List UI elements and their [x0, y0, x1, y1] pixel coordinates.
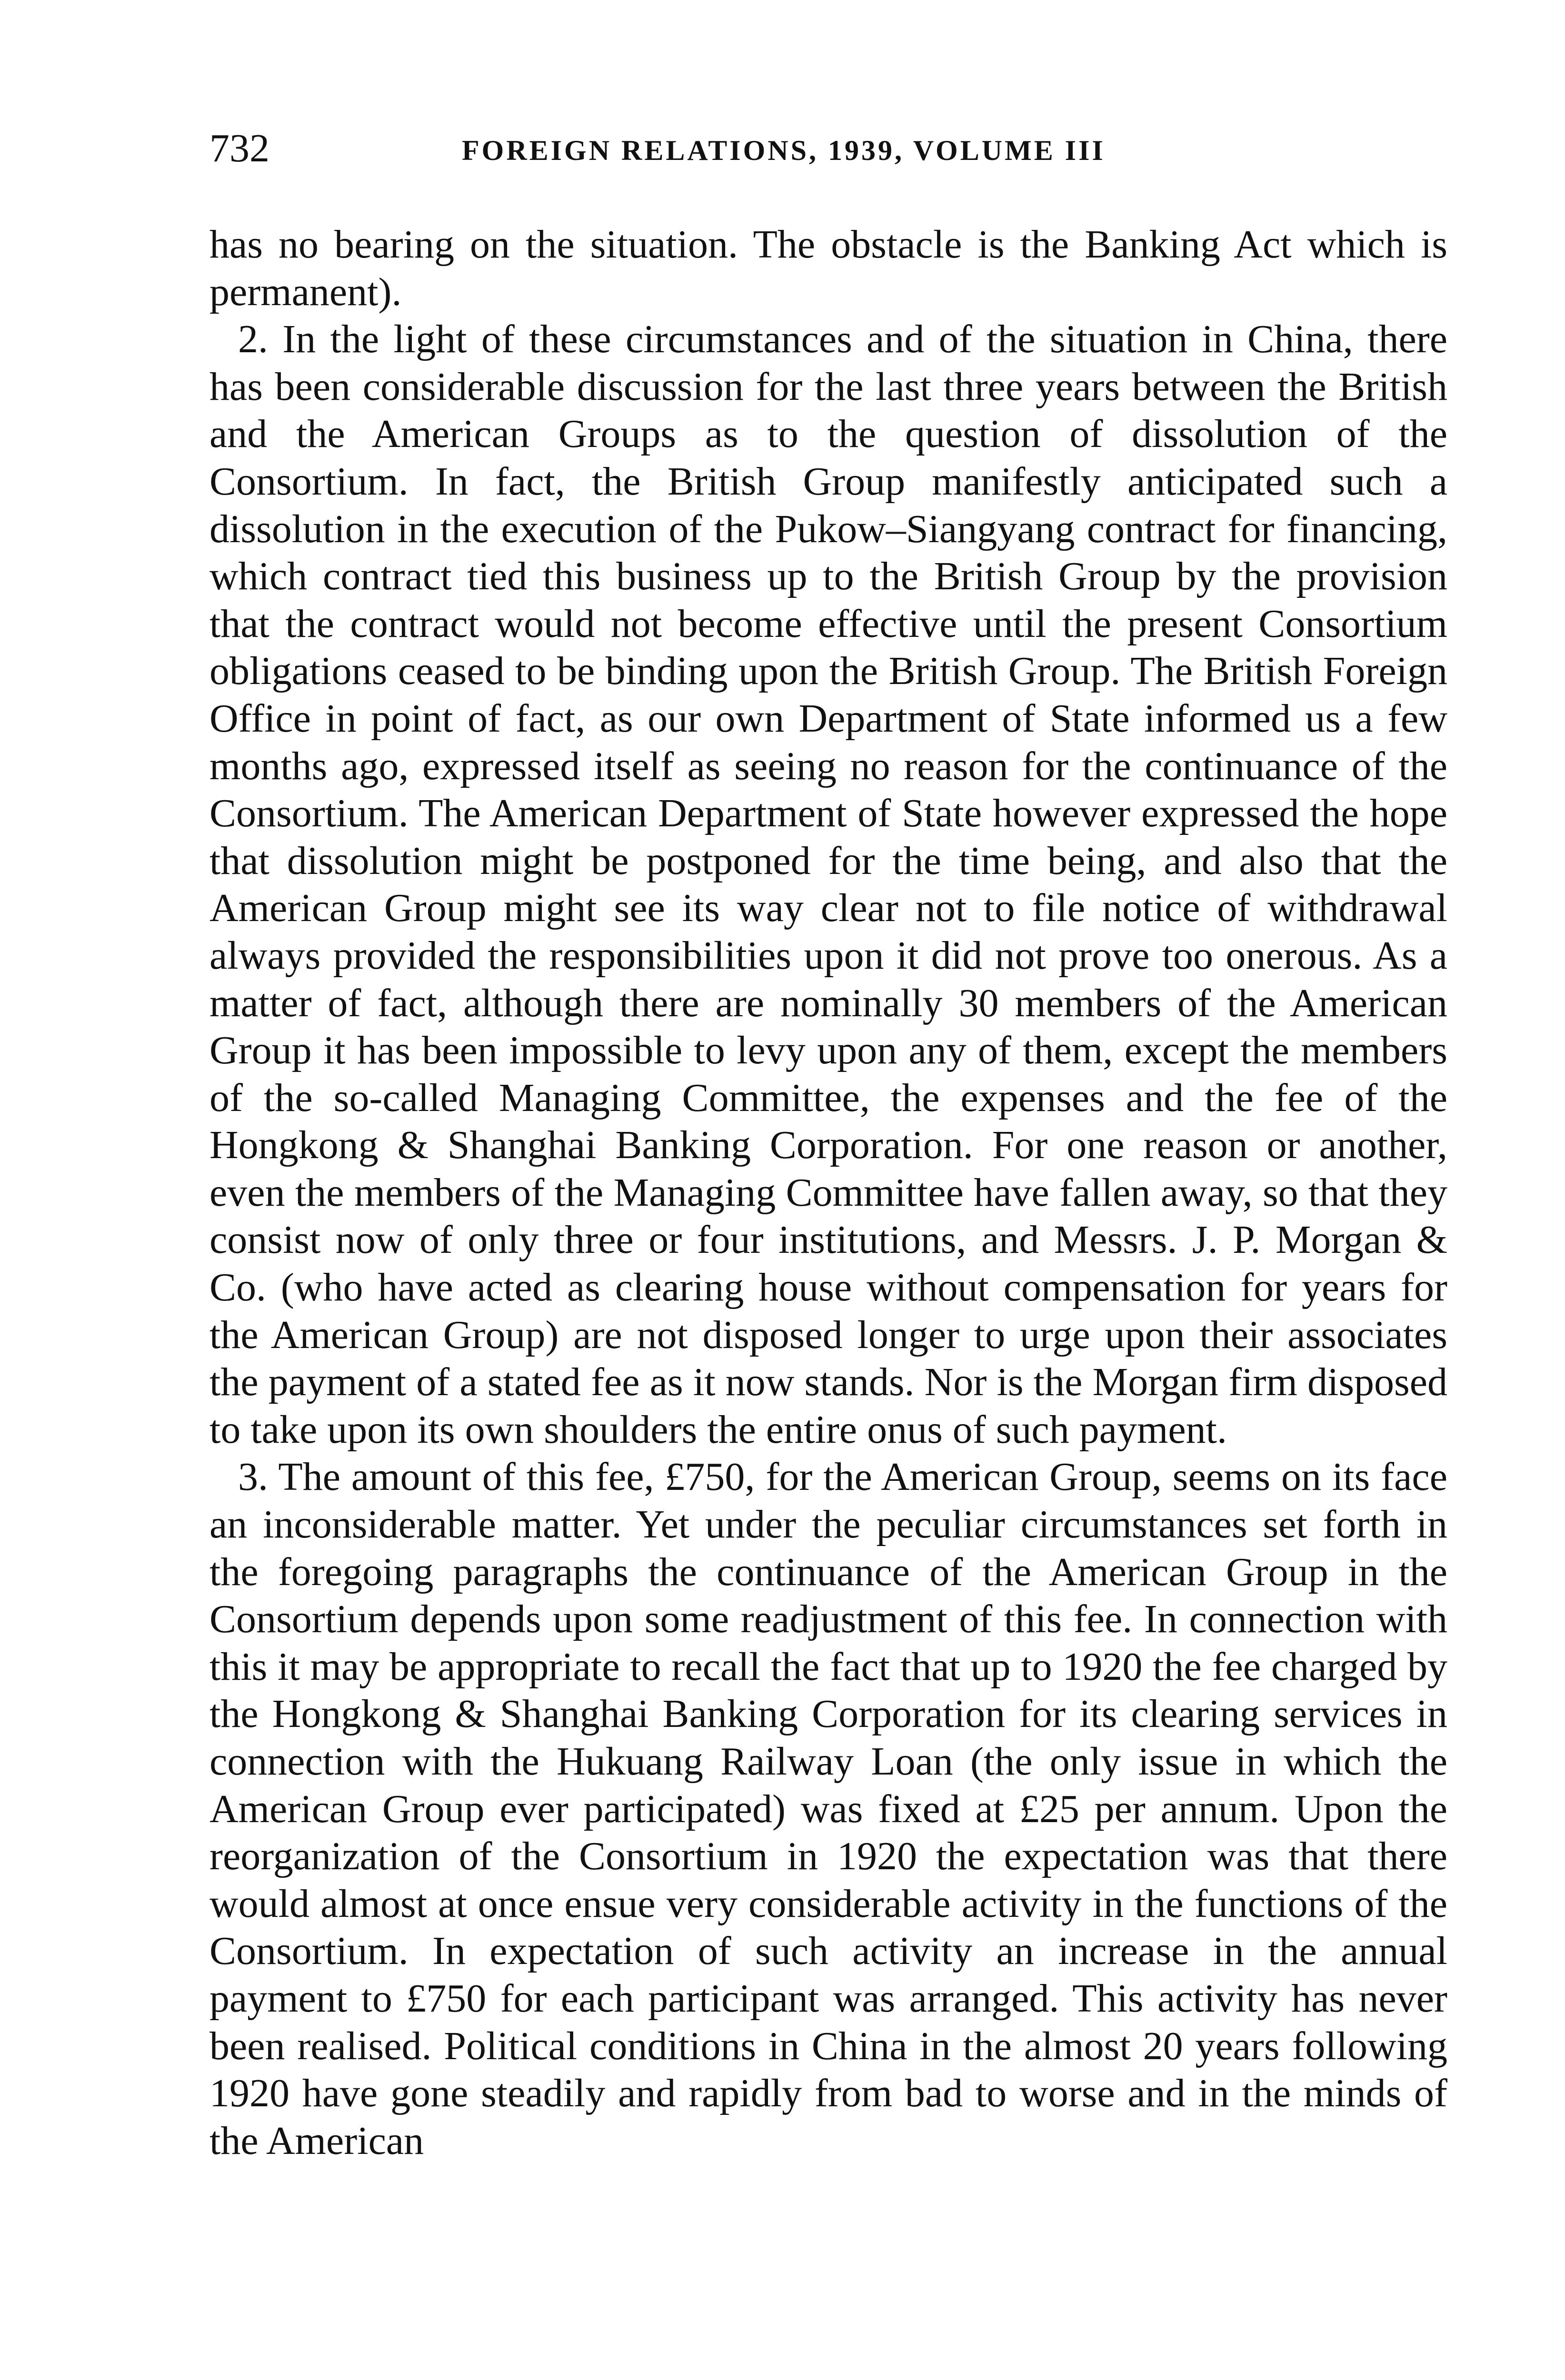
- paragraph-continuation: has no bearing on the situation. The obstacle is the Banking Act which is permanent).: [209, 222, 1447, 314]
- paragraph-3: 3. The amount of this fee, £750, for the American Group, seems on its face an inconsiderable matter. Yet under the peculiar circumstances set forth in the foregoing paragraphs the continuance of the American Group in the Consortium depends upon some readjustment of this fee. In connection with this it may be appropriate to recall the fact that up to 1920 the fee charged by the Hongkong & Shanghai Banking Corporation for its clearing services in connection with the Hukuang Railway Loan (the only issue in which the American Group ever participated) was fixed at £25 per annum. Upon the reorganization of the Consortium in 1920 the expectation was that there would almost at once ensue very considerable activity in the functions of the Consortium. In expectation of such activity an increase in the annual payment to £750 for each participant was arranged. This activity has never been realised. Political conditions in China in the almost 20 years following 1920 have gone steadily and rapidly from bad to worse and in the minds of the American: [209, 1455, 1447, 2163]
- body-text: [209, 221, 1447, 2164]
- running-head: FOREIGN RELATIONS, 1939, VOLUME III: [462, 135, 1106, 166]
- document-page: [209, 125, 1447, 2164]
- paragraph-2: 2. In the light of these circumstances and of the situation in China, there has been considerable discussion for the last three years between the British and the American Groups as to the question of dissolution of the Consortium. In fact, the British Group manifestly anticipated such a dissolution in the execution of the Pukow–Siangyang contract for financing, which contract tied this business up to the British Group by the provision that the contract would not become effective until the present Consortium obligations ceased to be binding upon the British Group. The British Foreign Office in point of fact, as our own Department of State informed us a few months ago, expressed itself as seeing no reason for the continuance of the Consortium. The American Department of State however expressed the hope that dissolution might be postponed for the time being, and also that the American Group might see its way clear not to file notice of withdrawal always provided the responsibilities upon it did not prove too onerous. As a matter of fact, although there are nominally 30 members of the American Group it has been impossible to levy upon any of them, except the members of the so-called Managing Committee, the expenses and the fee of the Hongkong & Shanghai Banking Corporation. For one reason or another, even the members of the Managing Committee have fallen away, so that they consist now of only three or four institutions, and Messrs. J. P. Morgan & Co. (who have acted as clearing house without compensation for years for the American Group) are not disposed longer to urge upon their associates the payment of a stated fee as it now stands. Nor is the Morgan firm disposed to take upon its own shoulders the entire onus of such payment.: [209, 317, 1447, 1452]
- page-header: [209, 125, 1447, 177]
- page-number: 732: [209, 126, 269, 170]
